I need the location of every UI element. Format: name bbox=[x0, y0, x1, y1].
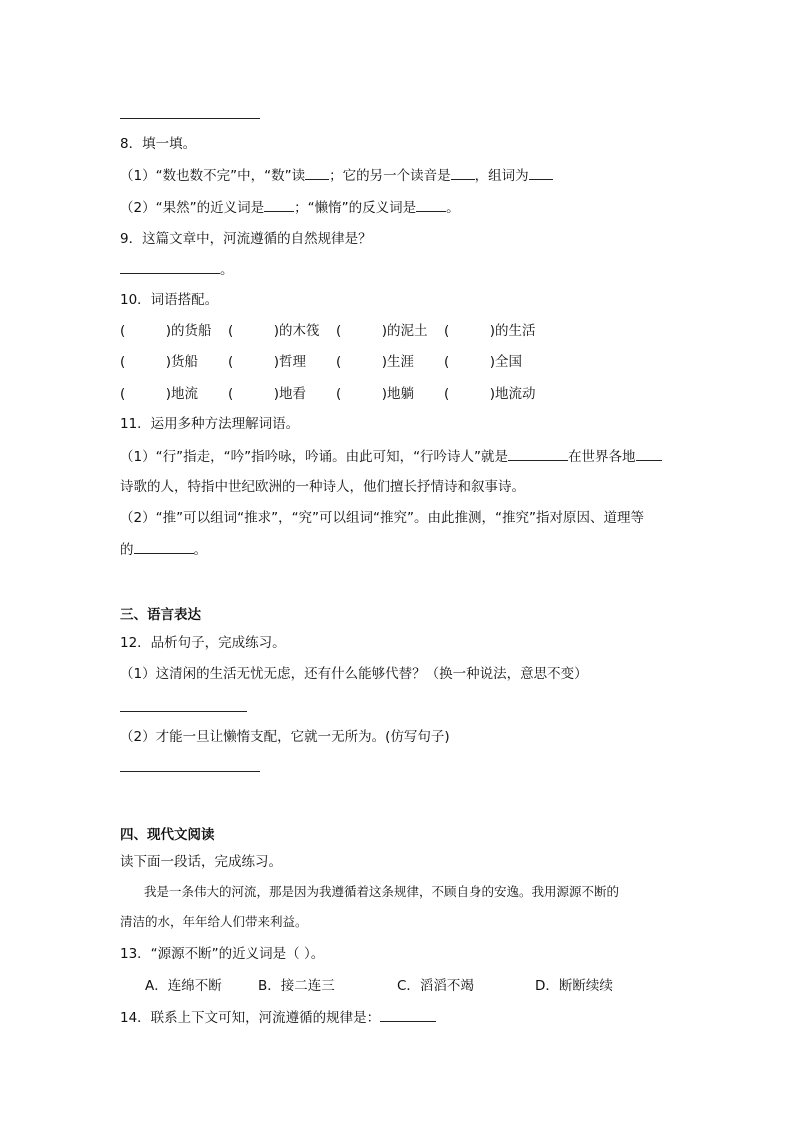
q11-p1-text-b: 在世界各地 bbox=[568, 449, 636, 465]
q9-end: 。 bbox=[220, 262, 234, 278]
option-d[interactable]: D．断断续续 bbox=[535, 978, 613, 994]
word-match-cell: ( )的生活 bbox=[444, 323, 536, 339]
blank[interactable] bbox=[529, 165, 553, 180]
answer-line[interactable] bbox=[120, 711, 247, 712]
q8-p1-text-b: ；它的另一个读音是 bbox=[329, 168, 451, 184]
blank[interactable] bbox=[305, 165, 329, 180]
blank[interactable] bbox=[134, 539, 194, 554]
question-12-part-2: （2）才能一旦让懒惰支配，它就一无所为。(仿写句子) bbox=[120, 729, 450, 745]
word-match-cell: ( )生涯 bbox=[336, 354, 415, 370]
word-match-cell: ( )的泥土 bbox=[336, 323, 428, 339]
word-match-cell: ( )地流 bbox=[120, 386, 199, 402]
blank[interactable] bbox=[508, 446, 568, 461]
question-9-answer bbox=[120, 259, 234, 280]
q8-p2-text-b: ；“懒惰”的反义词是 bbox=[294, 200, 417, 216]
blank[interactable] bbox=[264, 197, 294, 212]
q11-p1-text-a: （1）“行”指走，“吟”指吟咏，吟诵。由此可知，“行吟诗人”就是 bbox=[120, 449, 509, 465]
section-4-heading: 四、现代文阅读 bbox=[120, 827, 215, 843]
question-12-part-1: （1）这清闲的生活无忧无虑，还有什么能够代替？（换一种说法，意思不变） bbox=[120, 666, 588, 682]
question-8-part-1 bbox=[120, 165, 553, 186]
word-match-cell: ( )全国 bbox=[444, 354, 523, 370]
word-match-cell: ( )的木筏 bbox=[228, 323, 320, 339]
q11-p2-text-c: 。 bbox=[193, 542, 207, 558]
question-8-part-2 bbox=[120, 197, 460, 218]
question-11-part-2: （2）“推”可以组词“推求”，“究”可以组词“推究”。由此推测，“推究”指对原因、道理等 bbox=[120, 510, 645, 526]
question-11-part-2-cont bbox=[120, 539, 207, 560]
question-8-title: 8．填一填。 bbox=[120, 136, 197, 152]
reading-passage-line-2: 清洁的水，年年给人们带来利益。 bbox=[120, 914, 308, 929]
question-13-title: 13．“源源不断”的近义词是（ ）。 bbox=[120, 946, 325, 962]
reading-intro: 读下面一段话，完成练习。 bbox=[120, 854, 282, 870]
blank[interactable] bbox=[120, 259, 220, 274]
q8-p2-text-c: 。 bbox=[446, 200, 460, 216]
q8-p2-text-a: （2）“果然”的近义词是 bbox=[120, 200, 265, 216]
question-11-part-1-cont: 诗歌的人，特指中世纪欧洲的一种诗人，他们擅长抒情诗和叙事诗。 bbox=[120, 479, 525, 495]
question-11-part-1 bbox=[120, 446, 662, 467]
word-match-cell: ( )地流动 bbox=[444, 386, 536, 402]
question-10-title: 10．词语搭配。 bbox=[120, 292, 219, 308]
question-12-title: 12．品析句子，完成练习。 bbox=[120, 635, 286, 651]
blank[interactable] bbox=[636, 446, 662, 461]
word-match-cell: ( )哲理 bbox=[228, 354, 307, 370]
question-11-title: 11．运用多种方法理解词语。 bbox=[120, 416, 300, 432]
reading-passage-line-1: 我是一条伟大的河流，那是因为我遵循着这条规律，不顾自身的安逸。我用源源不断的 bbox=[144, 884, 620, 899]
option-b[interactable]: B．接二连三 bbox=[258, 978, 335, 994]
q11-p2-text-b: 的 bbox=[120, 542, 134, 558]
q8-p1-text-a: （1）“数也数不完”中，“数”读 bbox=[120, 168, 306, 184]
question-14-title: 14．联系上下文可知，河流遵循的规律是： bbox=[120, 1010, 381, 1026]
blank[interactable] bbox=[380, 1007, 436, 1022]
answer-line[interactable] bbox=[120, 771, 260, 772]
word-match-cell: ( )地看 bbox=[228, 386, 307, 402]
question-14 bbox=[120, 1007, 436, 1028]
q8-p1-text-c: ，组词为 bbox=[474, 168, 529, 184]
option-a[interactable]: A．连绵不断 bbox=[145, 978, 222, 994]
blank[interactable] bbox=[451, 165, 475, 180]
word-match-cell: ( )地躺 bbox=[336, 386, 415, 402]
blank[interactable] bbox=[416, 197, 446, 212]
answer-line[interactable] bbox=[120, 118, 260, 119]
word-match-cell: ( )货船 bbox=[120, 354, 199, 370]
word-match-cell: ( )的货船 bbox=[120, 323, 212, 339]
option-c[interactable]: C．滔滔不竭 bbox=[397, 978, 474, 994]
section-3-heading: 三、语言表达 bbox=[120, 607, 201, 623]
question-9-title: 9．这篇文章中，河流遵循的自然规律是？ bbox=[120, 231, 372, 247]
